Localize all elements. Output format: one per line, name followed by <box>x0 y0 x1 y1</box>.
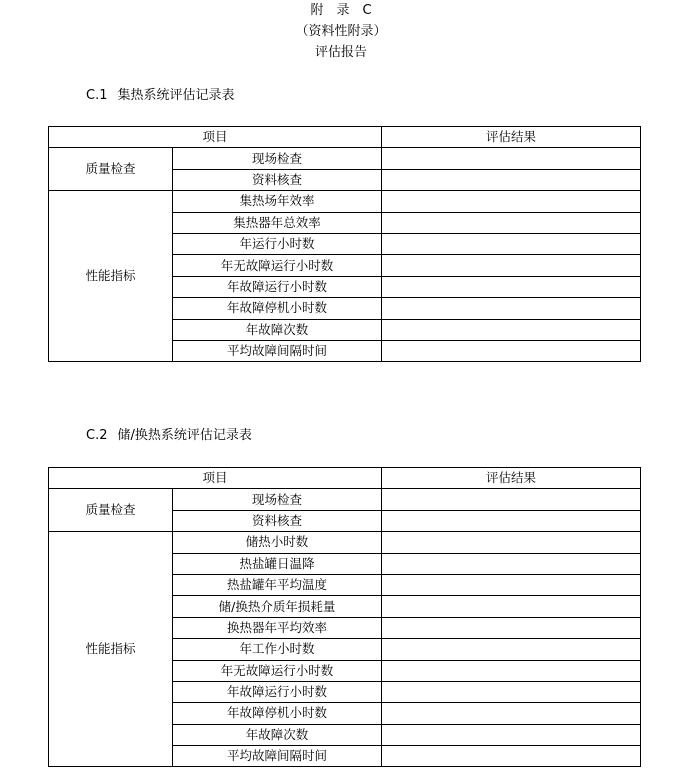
result-cell <box>382 169 641 190</box>
result-cell <box>382 255 641 276</box>
header-item: 项目 <box>49 127 382 148</box>
category-cell: 质量检查 <box>49 148 173 191</box>
item-cell: 热盐罐日温降 <box>173 553 382 574</box>
category-cell: 质量检查 <box>49 489 173 532</box>
result-cell <box>382 298 641 319</box>
item-cell: 集热场年效率 <box>173 191 382 212</box>
result-cell <box>382 596 641 617</box>
section-title-text: 集热系统评估记录表 <box>117 88 235 103</box>
header-item: 项目 <box>49 468 382 489</box>
item-cell: 年故障次数 <box>173 724 382 745</box>
table-body <box>49 127 641 362</box>
appendix-title: 附 录 C <box>310 3 372 18</box>
header-row <box>49 127 641 148</box>
result-cell <box>382 553 641 574</box>
header-row <box>49 468 641 489</box>
table-row <box>49 532 641 553</box>
item-cell: 年故障停机小时数 <box>173 298 382 319</box>
item-cell: 年故障运行小时数 <box>173 276 382 297</box>
table-body <box>49 468 641 767</box>
result-cell <box>382 574 641 595</box>
result-cell <box>382 319 641 340</box>
result-cell <box>382 148 641 169</box>
result-cell <box>382 276 641 297</box>
item-cell: 热盐罐年平均温度 <box>173 574 382 595</box>
item-cell: 换热器年平均效率 <box>173 617 382 638</box>
item-cell: 年无故障运行小时数 <box>173 255 382 276</box>
item-cell: 年故障次数 <box>173 319 382 340</box>
result-cell <box>382 489 641 510</box>
section-number: C.1 <box>86 88 108 103</box>
item-cell: 年故障运行小时数 <box>173 681 382 702</box>
table-row <box>49 191 641 212</box>
result-cell <box>382 703 641 724</box>
result-cell <box>382 681 641 702</box>
item-cell: 平均故障间隔时间 <box>173 340 382 361</box>
assessment-table-c1 <box>48 126 641 362</box>
result-cell <box>382 724 641 745</box>
appendix-subtitle: （资料性附录） <box>295 24 387 39</box>
result-cell <box>382 660 641 681</box>
result-cell <box>382 510 641 531</box>
table-row <box>49 489 641 510</box>
section-title-c1 <box>86 88 235 104</box>
item-cell: 集热器年总效率 <box>173 212 382 233</box>
item-cell: 储/换热介质年损耗量 <box>173 596 382 617</box>
result-cell <box>382 532 641 553</box>
item-cell: 年故障停机小时数 <box>173 703 382 724</box>
item-cell: 现场检查 <box>173 489 382 510</box>
result-cell <box>382 233 641 254</box>
section-title-text: 储/换热系统评估记录表 <box>117 428 252 443</box>
item-cell: 资料核查 <box>173 510 382 531</box>
appendix-heading: 评估报告 <box>314 45 367 60</box>
item-cell: 年运行小时数 <box>173 233 382 254</box>
item-cell: 平均故障间隔时间 <box>173 746 382 767</box>
category-cell: 性能指标 <box>49 532 173 767</box>
header-result: 评估结果 <box>382 468 641 489</box>
assessment-table-c2 <box>48 467 641 767</box>
item-cell: 年工作小时数 <box>173 639 382 660</box>
header-result: 评估结果 <box>382 127 641 148</box>
item-cell: 现场检查 <box>173 148 382 169</box>
item-cell: 储热小时数 <box>173 532 382 553</box>
result-cell <box>382 212 641 233</box>
section-number: C.2 <box>86 428 108 443</box>
section-title-c2 <box>86 428 252 444</box>
item-cell: 资料核查 <box>173 169 382 190</box>
category-cell: 性能指标 <box>49 191 173 362</box>
result-cell <box>382 639 641 660</box>
table-row <box>49 148 641 169</box>
result-cell <box>382 191 641 212</box>
result-cell <box>382 617 641 638</box>
result-cell <box>382 340 641 361</box>
result-cell <box>382 746 641 767</box>
item-cell: 年无故障运行小时数 <box>173 660 382 681</box>
